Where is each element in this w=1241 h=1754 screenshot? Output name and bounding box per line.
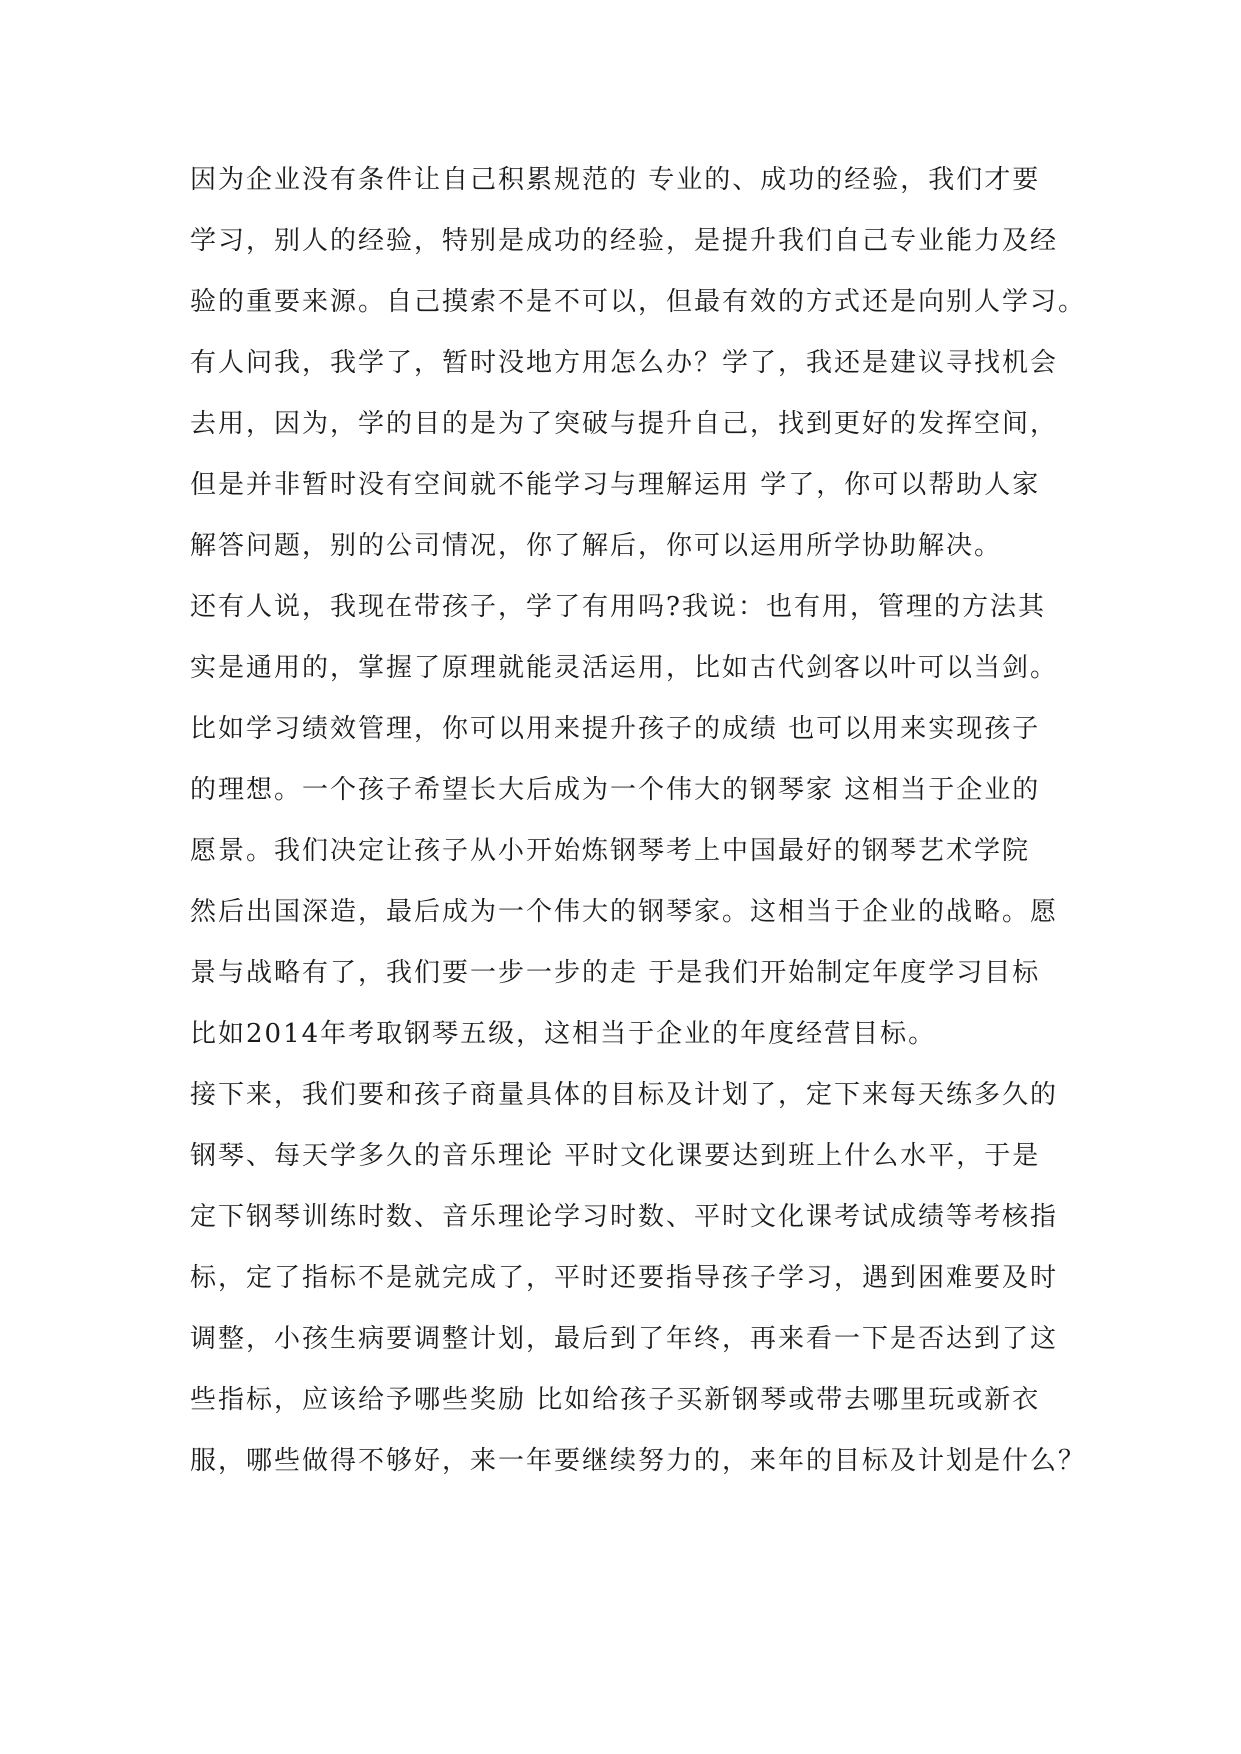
text-line: 景与战略有了，我们要一步一步的走 于是我们开始制定年度学习目标 [190, 958, 1041, 988]
text-line: 的理想。一个孩子希望长大后成为一个伟大的钢琴家 这相当于企业的 [190, 775, 1041, 805]
text-line: 调整，小孩生病要调整计划，最后到了年终，再来看一下是否达到了这 [190, 1324, 1059, 1354]
text-line: 接下来，我们要和孩子商量具体的目标及计划了，定下来每天练多久的 [190, 1080, 1059, 1110]
text-line: 因为企业没有条件让自己积累规范的 专业的、成功的经验，我们才要 [190, 165, 1041, 195]
text-line: 有人问我，我学了，暂时没地方用怎么办？学了，我还是建议寻找机会 [190, 348, 1059, 378]
body-text [190, 150, 1087, 1492]
text-line: 学习，别人的经验，特别是成功的经验，是提升我们自己专业能力及经 [190, 226, 1059, 256]
text-line: 但是并非暂时没有空间就不能学习与理解运用 学了，你可以帮助人家 [190, 470, 1041, 500]
text-line: 比如2014年考取钢琴五级，这相当于企业的年度经营目标。 [190, 1019, 937, 1049]
text-line: 些指标，应该给予哪些奖励 比如给孩子买新钢琴或带去哪里玩或新衣 [190, 1385, 1041, 1415]
text-line: 然后出国深造，最后成为一个伟大的钢琴家。这相当于企业的战略。愿 [190, 897, 1059, 927]
text-line: 去用，因为，学的目的是为了突破与提升自己，找到更好的发挥空间， [190, 409, 1059, 439]
text-line: 比如学习绩效管理，你可以用来提升孩子的成绩 也可以用来实现孩子 [190, 714, 1041, 744]
text-line: 钢琴、每天学多久的音乐理论 平时文化课要达到班上什么水平，于是 [190, 1141, 1041, 1171]
text-line: 实是通用的，掌握了原理就能灵活运用，比如古代剑客以叶可以当剑。 [190, 653, 1059, 683]
text-line: 验的重要来源。自己摸索不是不可以，但最有效的方式还是向别人学习。 [190, 287, 1087, 317]
text-line: 定下钢琴训练时数、音乐理论学习时数、平时文化课考试成绩等考核指 [190, 1202, 1059, 1232]
text-line: 服，哪些做得不够好，来一年要继续努力的，来年的目标及计划是什么？ [190, 1446, 1087, 1476]
text-line: 解答问题，别的公司情况，你了解后，你可以运用所学协助解决。 [190, 531, 1003, 561]
text-line: 还有人说，我现在带孩子，学了有用吗?我说：也有用，管理的方法其 [190, 592, 1046, 622]
text-line: 愿景。我们决定让孩子从小开始炼钢琴考上中国最好的钢琴艺术学院 [190, 836, 1031, 866]
text-line: 标，定了指标不是就完成了，平时还要指导孩子学习，遇到困难要及时 [190, 1263, 1059, 1293]
